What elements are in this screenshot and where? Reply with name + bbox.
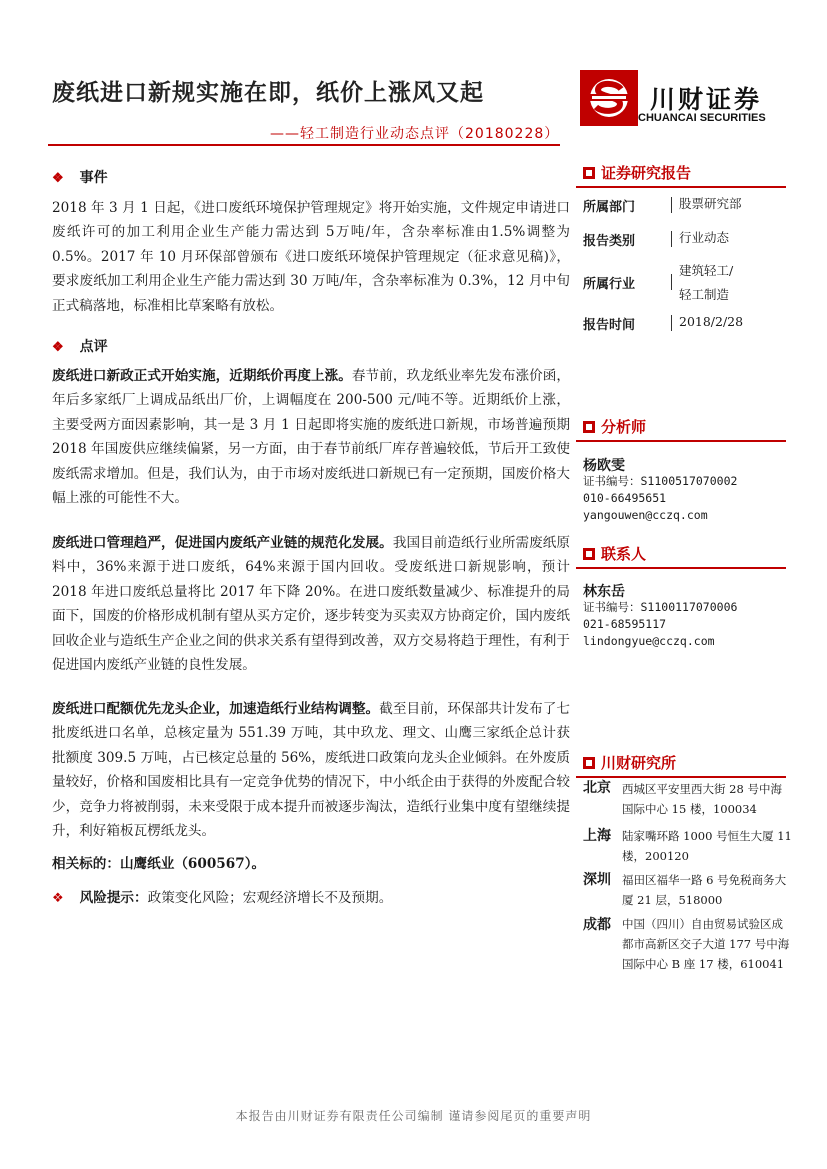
office-address-chengdu: 中国（四川）自由贸易试验区成都市高新区交子大道 177 号中海国际中心 B 座 17 楼，610041 xyxy=(622,917,790,971)
contact-phone: 021-68595117 xyxy=(583,617,667,631)
info-value-department: 股票研究部 xyxy=(679,196,742,211)
analyst-cert: 证书编号：S1100517070002 xyxy=(583,474,738,488)
section-marker-icon xyxy=(583,548,595,560)
sidebar-heading-analyst: 分析师 xyxy=(583,416,646,437)
info-label-department: 所属部门 xyxy=(583,200,636,215)
office-city-chengdu: 成都 xyxy=(583,917,611,933)
sidebar-heading-report: 证券研究报告 xyxy=(583,162,691,183)
info-separator xyxy=(671,231,672,247)
contact-cert: 证书编号：S1100117070006 xyxy=(583,600,738,614)
office-city-beijing: 北京 xyxy=(583,780,611,796)
analyst-phone: 010-66495651 xyxy=(583,491,667,505)
office-address-beijing: 西城区平安里西大街 28 号中海国际中心 15 楼，100034 xyxy=(622,782,782,816)
risk-notice: ❖ 风险提示：政策变化风险；宏观经济增长不及预期。 xyxy=(52,890,393,906)
info-label-date: 报告时间 xyxy=(583,318,636,333)
office-city-shanghai: 上海 xyxy=(583,828,611,844)
paragraph-lead: 废纸进口配额优先龙头企业，加速造纸行业结构调整。 xyxy=(52,701,380,717)
info-value-date: 2018/2/28 xyxy=(679,314,744,329)
contact-name: 林东岳 xyxy=(583,584,625,600)
diamond-bullet-icon: ❖ xyxy=(52,891,64,906)
info-separator xyxy=(671,315,672,331)
sidebar-divider xyxy=(576,186,786,188)
logo-text-en: CHUANCAI SECURITIES xyxy=(638,112,766,124)
comment-paragraph-1: 废纸进口新政正式开始实施，近期纸价再度上涨。春节前，玖龙纸业率先发布涨价函，年后多家纸厂上调成品纸出厂价，上调幅度在 200-500 元/吨不等。近期纸价上涨，主要受两方面因素影响，其一是 3 月 1 日起即将实施的废纸进口新规，市场普遍预期 2018 年国废供应继续偏紧，另一方面，由于春节前纸厂库存普遍较低，节后开工致使废纸需求增加。但是，我们认为，由于市场对废纸进口新规已有一定预期，国废价格大幅上涨的可能性不大。 xyxy=(52,368,571,507)
page-footer: 本报告由川财证券有限责任公司编制 谨请参阅尾页的重要声明 xyxy=(235,1109,592,1123)
title-divider xyxy=(48,144,560,146)
section-marker-icon xyxy=(583,757,595,769)
comment-paragraph-3: 废纸进口配额优先龙头企业，加速造纸行业结构调整。截至目前，环保部共计发布了七批废纸进口名单，总核定量为 551.39 万吨，其中玖龙、理文、山鹰三家纸企总计获批额度 309.5 万吨，占已核定总量的 56%，废纸进口政策向龙头企业倾斜。在外废质量较好，价格和国废相比具有一定竞争优势的情况下，中小纸企由于获得的外废配合较少，竞争力将被削弱，未来受限于成本提升而被逐步淘汰，造纸行业集中度有望继续提升，利好箱板瓦楞纸龙头。 xyxy=(52,701,571,840)
office-address-shenzhen: 福田区福华一路 6 号免税商务大厦 21 层，518000 xyxy=(622,873,787,907)
section-marker-icon xyxy=(583,167,595,179)
diamond-bullet-icon: ❖ xyxy=(52,171,64,186)
office-city-shenzhen: 深圳 xyxy=(583,872,611,888)
info-value-industry: 建筑轻工/ xyxy=(679,263,734,278)
info-value-category: 行业动态 xyxy=(679,230,730,245)
info-separator xyxy=(671,274,672,290)
page-title: 废纸进口新规实施在即，纸价上涨风又起 xyxy=(52,80,484,106)
office-address-shanghai: 陆家嘴环路 1000 号恒生大厦 11 楼，200120 xyxy=(622,829,792,863)
sidebar-heading-institute: 川财研究所 xyxy=(583,752,676,773)
info-label-industry: 所属行业 xyxy=(583,277,636,292)
section-marker-icon xyxy=(583,421,595,433)
paragraph-lead: 废纸进口新政正式开始实施，近期纸价再度上涨。 xyxy=(52,368,352,384)
sidebar-divider xyxy=(576,440,786,442)
info-label-category: 报告类别 xyxy=(583,234,636,249)
diamond-bullet-icon: ❖ xyxy=(52,340,64,355)
info-value-industry-sub: 轻工制造 xyxy=(679,287,730,302)
section-heading-event: ❖ 事件 xyxy=(52,170,108,186)
event-paragraph: 2018 年 3 月 1 日起，《进口废纸环境保护管理规定》将开始实施，文件规定申请进口废纸许可的加工利用企业生产能力需达到 5万吨/年，含杂率标准由1.5%调整为 0.5%。2017 年 10 月环保部曾颁布《进口废纸环境保护管理规定（征求意见稿)》，要求废纸加工利用企业生产能力需达到 30 万吨/年，含杂率标准为 0.3%，12 月中旬正式稿落地，标准相比草案略有放松。 xyxy=(52,200,570,314)
info-separator xyxy=(671,197,672,213)
section-heading-comment: ❖ 点评 xyxy=(52,339,108,355)
sidebar-heading-contact: 联系人 xyxy=(583,543,646,564)
contact-email[interactable]: lindongyue@cczq.com xyxy=(583,634,715,648)
analyst-email[interactable]: yangouwen@cczq.com xyxy=(583,508,708,522)
related-stock: 相关标的：山鹰纸业（600567）。 xyxy=(52,856,266,872)
paragraph-lead: 废纸进口管理趋严，促进国内废纸产业链的规范化发展。 xyxy=(52,535,393,551)
page-subtitle: ——轻工制造行业动态点评（20180228） xyxy=(270,126,560,142)
comment-paragraph-2: 废纸进口管理趋严，促进国内废纸产业链的规范化发展。我国目前造纸行业所需废纸原料中，36%来源于进口废纸，64%来源于国内回收。受废纸进口新规影响，预计 2018 年进口废纸总量将比 2017 年下降 20%。在进口废纸数量减少、标准提升的局面下，国废的价格形成机制有望从买方定价，逐步转变为买卖双方协商定价，国内废纸回收企业与造纸生产企业之间的供求关系有望得到改善，双方交易将趋于理性，有利于促进国内废纸产业链的良性发展。 xyxy=(52,535,571,674)
sidebar-divider xyxy=(576,567,786,569)
analyst-name: 杨欧雯 xyxy=(583,458,625,474)
company-logo-icon xyxy=(580,70,638,126)
logo-text-cn: 川财证券 xyxy=(650,85,763,114)
